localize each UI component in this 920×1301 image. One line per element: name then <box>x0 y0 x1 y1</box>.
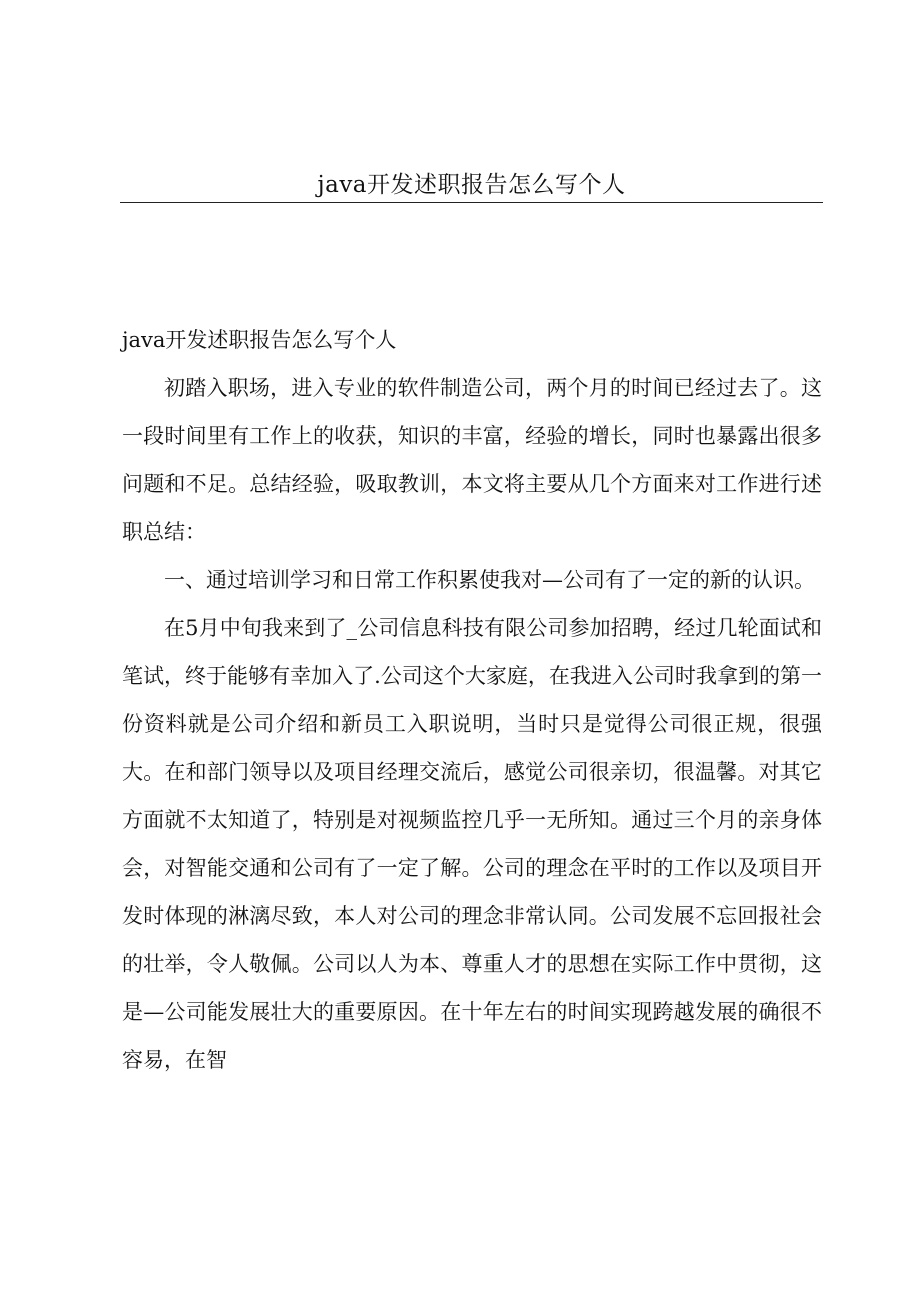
page-header-title: java开发述职报告怎么写个人 <box>317 172 626 198</box>
header-divider <box>120 202 823 203</box>
paragraph-intro: 初踏入职场，进入专业的软件制造公司，两个月的时间已经过去了。这一段时间里有工作上的收获，知识的丰富，经验的增长，同时也暴露出很多问题和不足。总结经验，吸取教训，本文将主要从几个方面来对工作进行述职总结： <box>122 376 822 544</box>
document-body <box>122 316 822 1084</box>
paragraph-section-one-body: 在5月中旬我来到了_公司信息科技有限公司参加招聘，经过几轮面试和笔试，终于能够有幸加入了.公司这个大家庭，在我进入公司时我拿到的第一份资料就是公司介绍和新员工入职说明，当时只是觉得公司很正规，很强大。在和部门领导以及项目经理交流后，感觉公司很亲切，很温馨。对其它方面就不太知道了，特别是对视频监控几乎一无所知。通过三个月的亲身体会，对智能交通和公司有了一定了解。公司的理念在平时的工作以及项目开发时体现的淋漓尽致，本人对公司的理念非常认同。公司发展不忘回报社会的壮举，令人敬佩。公司以人为本、尊重人才的思想在实际工作中贯彻，这是—公司能发展壮大的重要原因。在十年左右的时间实现跨越发展的确很不容易，在智 <box>122 616 822 1072</box>
paragraph-section-one-heading: 一、通过培训学习和日常工作积累使我对—公司有了一定的新的认识。 <box>164 568 815 592</box>
document-subtitle: java开发述职报告怎么写个人 <box>122 328 397 352</box>
